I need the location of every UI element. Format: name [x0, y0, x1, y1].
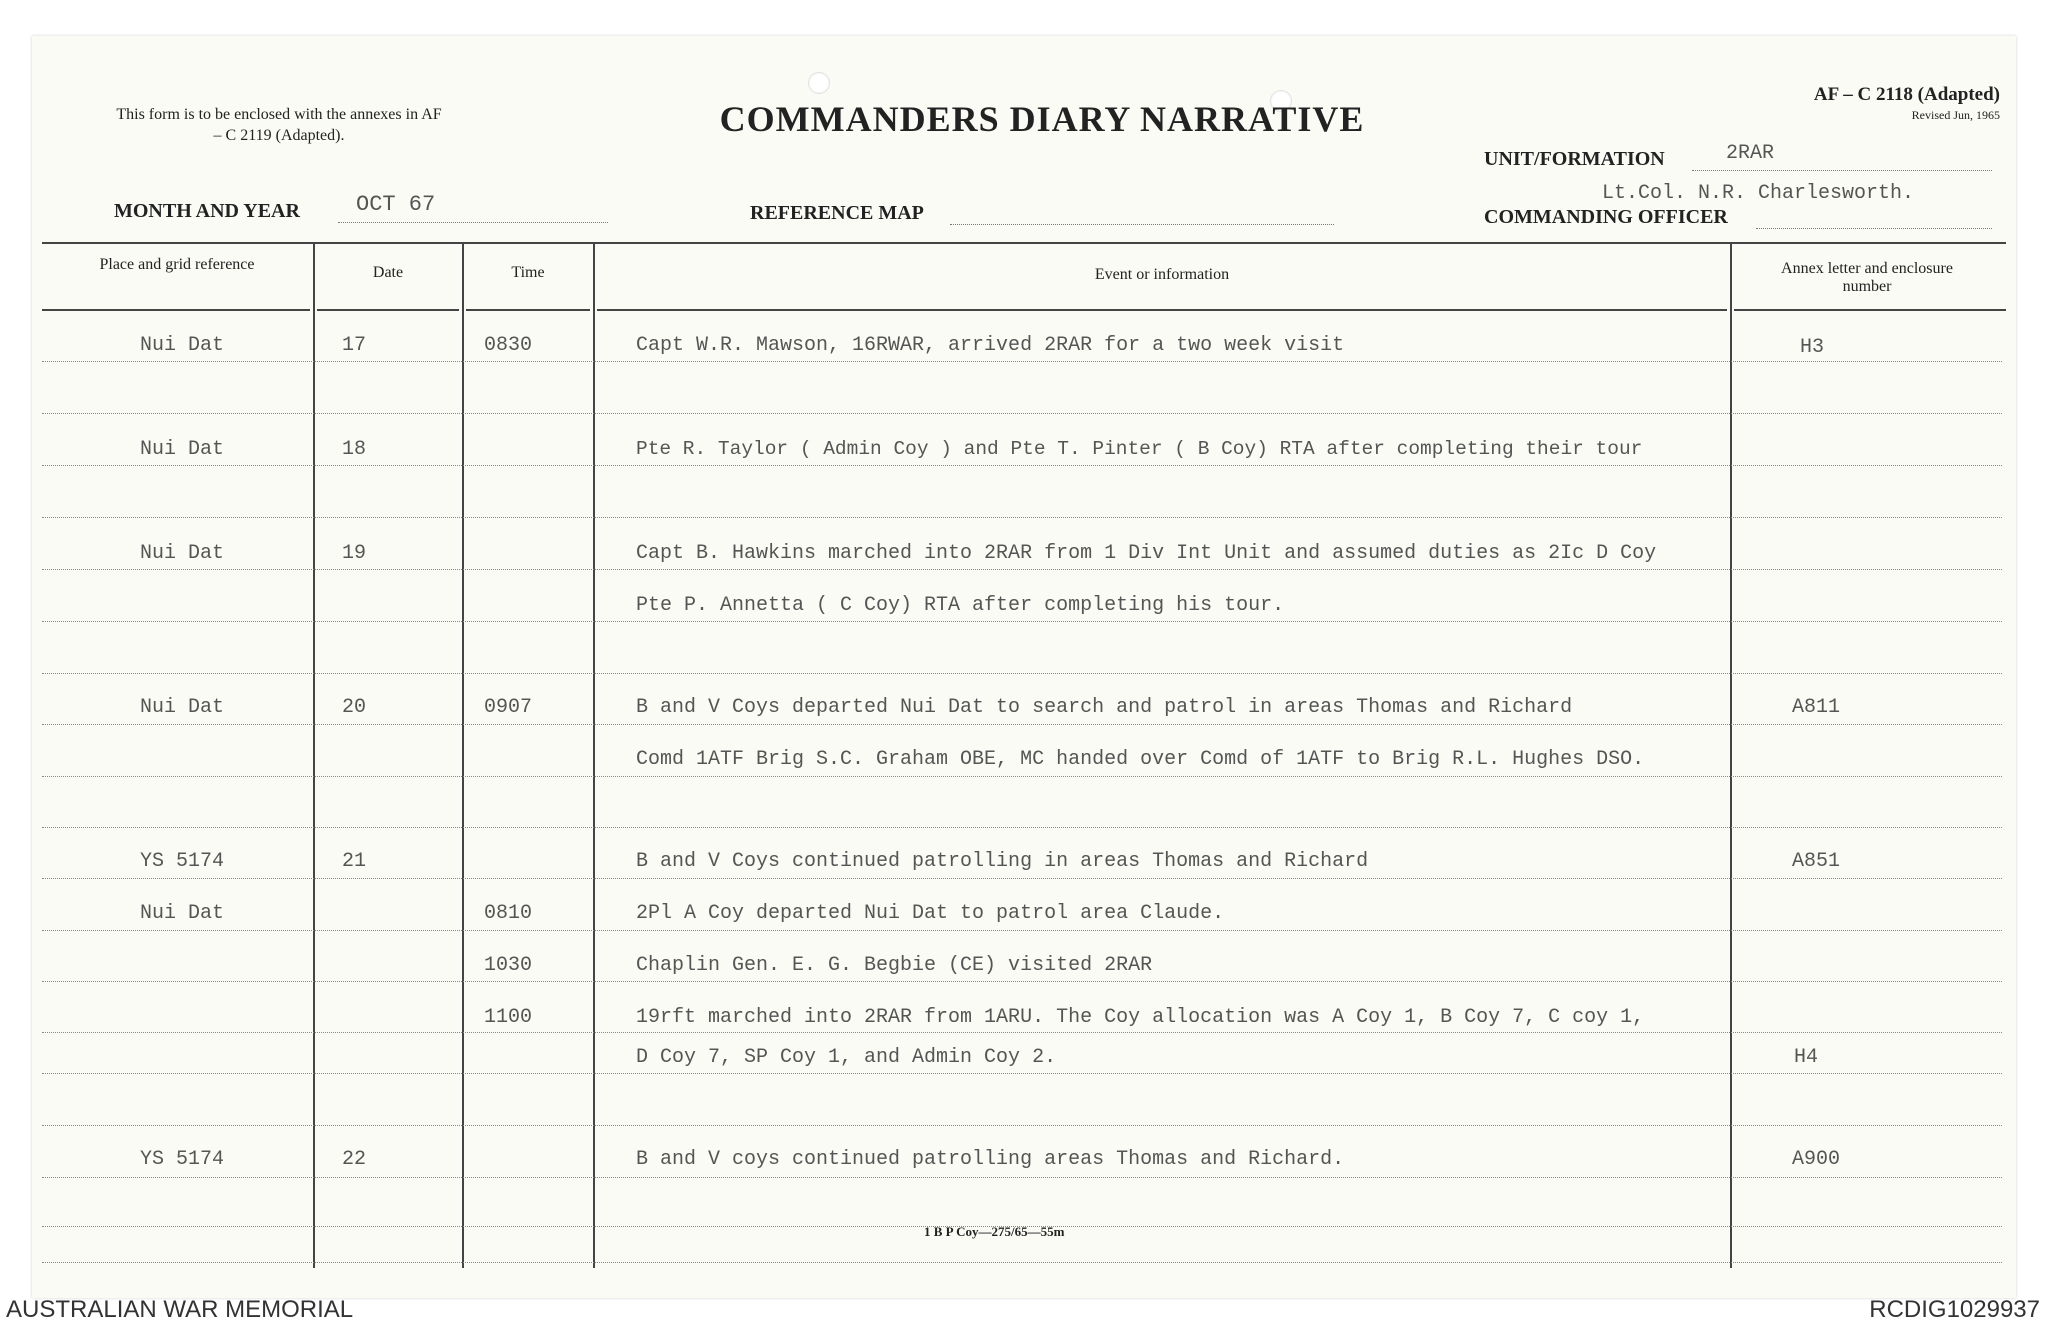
entry-date: 20 [342, 696, 367, 719]
table-top-border [42, 242, 2006, 244]
ruling-line [42, 878, 2002, 879]
entry-date: 19 [342, 542, 367, 565]
column-divider-event [593, 242, 595, 1268]
entry-time: 1100 [484, 1006, 533, 1029]
archive-credit: AUSTRALIAN WAR MEMORIAL [6, 1296, 354, 1323]
entry-time: 0830 [484, 334, 533, 357]
entry-place: Nui Dat [140, 542, 225, 565]
form-title: COMMANDERS DIARY NARRATIVE [719, 99, 1365, 139]
entry-place: YS 5174 [140, 850, 225, 873]
month-year-label: MONTH AND YEAR [114, 200, 300, 222]
form-revised-date: Revised Jun, 1965 [1911, 108, 2000, 122]
unit-formation-value: 2RAR [1726, 142, 1775, 165]
entry-time: 0907 [484, 696, 533, 719]
entry-annex: A900 [1792, 1148, 1841, 1171]
entry-event: Pte P. Annetta ( C Coy) RTA after completing his tour. [636, 594, 1285, 617]
diary-form-sheet [32, 36, 2016, 1298]
entry-event: 2Pl A Coy departed Nui Dat to patrol area Claude. [636, 902, 1225, 925]
ruling-line [42, 981, 2002, 982]
commanding-officer-value: Lt.Col. N.R. Charlesworth. [1602, 182, 1915, 205]
header-underline-annex [1734, 309, 2006, 311]
entry-event: Chaplin Gen. E. G. Begbie (CE) visited 2RAR [636, 954, 1153, 977]
entry-date: 18 [342, 438, 367, 461]
punch-hole-left [808, 72, 830, 94]
form-instruction-note: This form is to be enclosed with the annexes in AF – C 2119 (Adapted). [116, 106, 442, 144]
ruling-line [42, 1125, 2002, 1126]
ruling-line [42, 827, 2002, 828]
column-header-date: Date [372, 264, 404, 281]
ruling-line [42, 1032, 2002, 1033]
entry-annex: A811 [1792, 696, 1841, 719]
column-header-time: Time [511, 264, 545, 281]
entry-time: 1030 [484, 954, 533, 977]
reference-map-label: REFERENCE MAP [750, 202, 924, 224]
entry-date: 21 [342, 850, 367, 873]
entry-event: B and V Coys departed Nui Dat to search and patrol in areas Thomas and Richard [636, 696, 1573, 719]
ruling-line [42, 930, 2002, 931]
entry-place: Nui Dat [140, 438, 225, 461]
entry-event: D Coy 7, SP Coy 1, and Admin Coy 2. [636, 1046, 1057, 1069]
header-underline-time [466, 309, 590, 311]
entry-annex: H3 [1800, 336, 1825, 359]
entry-event: B and V coys continued patrolling areas Thomas and Richard. [636, 1148, 1345, 1171]
month-year-line [338, 222, 608, 223]
ruling-line [42, 1177, 2002, 1178]
unit-formation-label: UNIT/FORMATION [1484, 148, 1665, 170]
ruling-line [42, 465, 2002, 466]
commanding-officer-label: COMMANDING OFFICER [1484, 206, 1728, 228]
month-year-value: OCT 67 [356, 192, 436, 217]
entry-event: 19rft marched into 2RAR from 1ARU. The Coy allocation was A Coy 1, B Coy 7, C coy 1, [636, 1006, 1645, 1029]
column-header-annex: Annex letter and enclosure number [1781, 260, 1953, 295]
header-underline-date [317, 309, 459, 311]
header-underline-place [42, 309, 310, 311]
entry-event: B and V Coys continued patrolling in areas Thomas and Richard [636, 850, 1369, 873]
column-header-place: Place and grid reference [99, 256, 255, 273]
ruling-line [42, 724, 2002, 725]
print-code: 1 B P Coy—275/65—55m [924, 1224, 1065, 1239]
entry-annex: H4 [1794, 1046, 1819, 1069]
header-underline-event [597, 309, 1727, 311]
entry-event: Pte R. Taylor ( Admin Coy ) and Pte T. Pinter ( B Coy) RTA after completing their tour [636, 438, 1643, 460]
reference-map-line [950, 224, 1334, 225]
entry-event: Capt W.R. Mawson, 16RWAR, arrived 2RAR for a two week visit [636, 334, 1345, 357]
ruling-line [42, 673, 2002, 674]
ruling-line [42, 361, 2002, 362]
entry-event: Capt B. Hawkins marched into 2RAR from 1 Div Int Unit and assumed duties as 2Ic D Coy [636, 542, 1657, 565]
entry-event: Comd 1ATF Brig S.C. Graham OBE, MC handed over Comd of 1ATF to Brig R.L. Hughes DSO. [636, 748, 1645, 771]
ruling-line [42, 1262, 2002, 1263]
entry-date: 17 [342, 334, 367, 357]
column-divider-date [313, 242, 315, 1268]
entry-time: 0810 [484, 902, 533, 925]
ruling-line [42, 621, 2002, 622]
column-divider-time [462, 242, 464, 1268]
unit-formation-line [1692, 170, 1992, 171]
ruling-line [42, 1073, 2002, 1074]
column-divider-annex [1730, 242, 1732, 1268]
commanding-officer-line [1756, 228, 1992, 229]
ruling-line [42, 776, 2002, 777]
ruling-line [42, 569, 2002, 570]
entry-place: Nui Dat [140, 334, 225, 357]
entry-date: 22 [342, 1148, 367, 1171]
column-header-event: Event or information [1094, 266, 1230, 283]
archive-reference-id: RCDIG1029937 [1869, 1296, 2040, 1323]
entry-place: YS 5174 [140, 1148, 225, 1171]
entry-annex: A851 [1792, 850, 1841, 873]
entry-place: Nui Dat [140, 696, 225, 719]
ruling-line [42, 517, 2002, 518]
entry-place: Nui Dat [140, 902, 225, 925]
ruling-line [42, 413, 2002, 414]
form-number: AF – C 2118 (Adapted) [1813, 84, 2000, 105]
